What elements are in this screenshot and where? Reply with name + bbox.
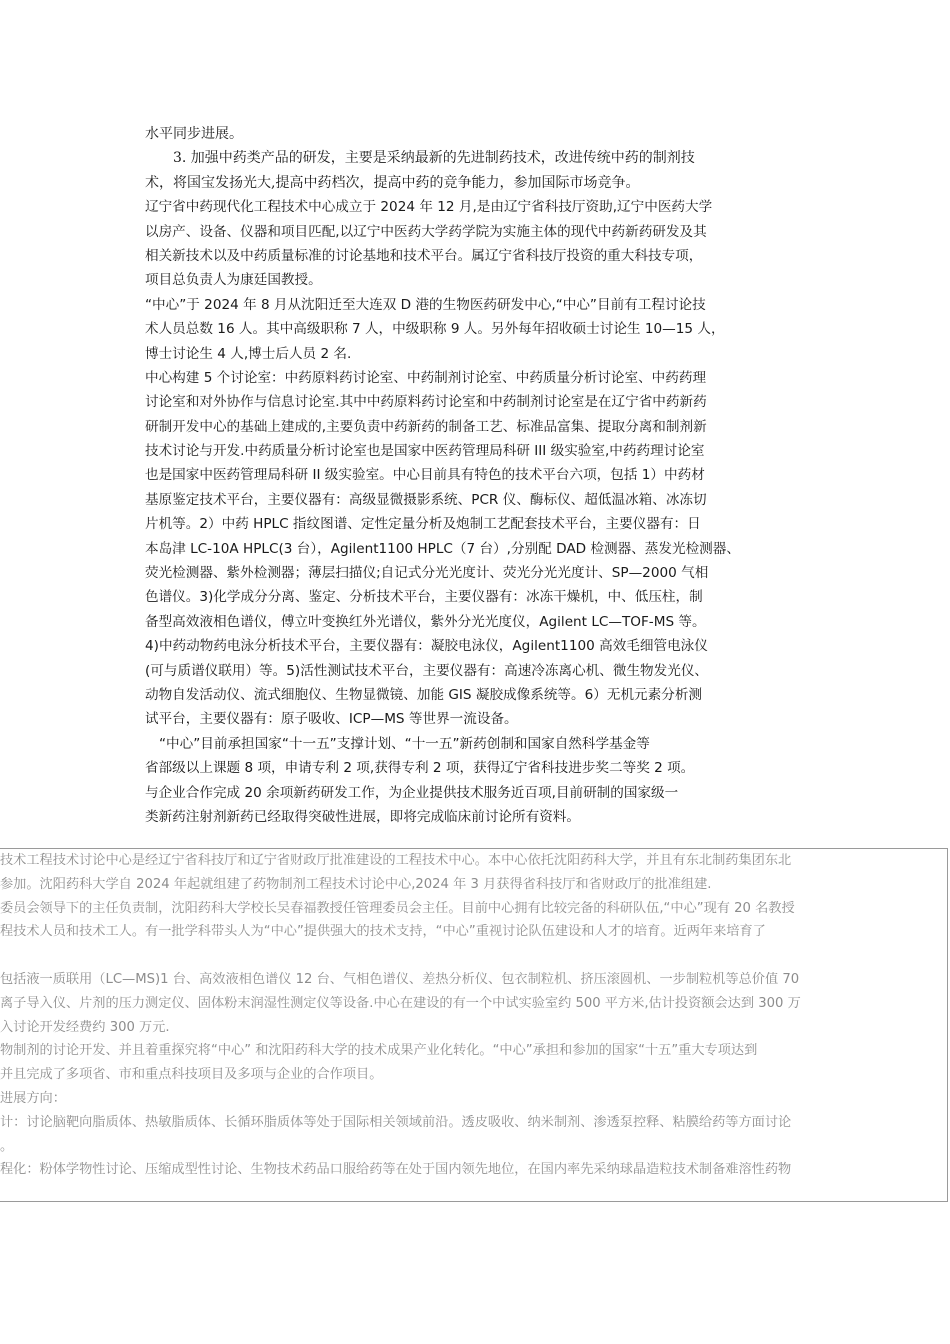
text-line: 项目总负责人为康廷国教授。 — [145, 272, 322, 289]
text-line: 4)中药动物药电泳分析技术平台，主要仪器有：凝胶电泳仪，Agilent1100 高效毛细管电泳仪 — [145, 638, 708, 655]
text-line: 基原鉴定技术平台，主要仪器有：高级显微摄影系统、PCR 仪、酶标仪、超低温冰箱、冰冻切 — [145, 491, 707, 508]
text-line: 与企业合作完成 20 余项新药研发工作，为企业提供技术服务近百项,目前研制的国家级一 — [145, 784, 679, 801]
text-line: 技术讨论与开发.中药质量分析讨论室也是国家中医药管理局科研 III 级实验室,中药药理讨论室 — [145, 443, 705, 460]
text-line: “中心”于 2024 年 8 月从沈阳迁至大连双 D 港的生物医药研发中心,“中心”目前有工程讨论技 — [145, 296, 706, 313]
text-line: 辽宁省中药现代化工程技术中心成立于 2024 年 12 月,是由辽宁省科技厅资助,辽宁中医药大学 — [145, 199, 713, 216]
text-line: 博士讨论生 4 人,博士后人员 2 名. — [145, 345, 352, 362]
text-line: 试平台，主要仪器有：原子吸收、ICP—MS 等世界一流设备。 — [145, 711, 518, 728]
text-line: 以房产、设备、仪器和项目匹配,以辽宁中医药大学药学院为实施主体的现代中药新药研发及其 — [145, 223, 707, 240]
text-line: 本岛津 LC-10A HPLC(3 台），Agilent1100 HPLC（7 台）,分别配 DAD 检测器、蒸发光检测器、 — [145, 540, 740, 557]
text-line: 类新药注射剂新药已经取得突破性进展，即将完成临床前讨论所有资料。 — [145, 808, 580, 825]
text-line: “中心”目前承担国家“十一五”支撑计划、“十一五”新药创制和国家自然科学基金等 — [159, 735, 650, 752]
text-line: 相关新技术以及中药质量标准的讨论基地和技术平台。属辽宁省科技厅投资的重大科技专项， — [145, 247, 703, 264]
box-text-line: 计：讨论脑靶向脂质体、热敏脂质体、长循环脂质体等处于国际相关领域前沿。透皮吸收、纳米制剂、渗透泵控释、粘膜给药等方面讨论 — [0, 1114, 792, 1130]
box-text-line: 程技术人员和技术工人。有一批学科带头人为“中心”提供强大的技术支持，“中心”重视讨论队伍建设和人才的培育。近两年来培育了 — [0, 924, 766, 940]
box-text-line: 入讨论开发经费约 300 万元. — [0, 1019, 170, 1035]
box-text-line: 离子导入仪、片剂的压力测定仪、固体粉末润湿性测定仪等设备.中心在建设的有一个中试实验室约 500 平方米,估计投资额会达到 300 万 — [0, 995, 801, 1011]
text-line: 备型高效液相色谱仪，傅立叶变换红外光谱仪，紫外分光光度仪，Agilent LC—TOF-MS 等。 — [145, 613, 706, 630]
box-blank-line — [0, 944, 948, 968]
text-line: 色谱仪。3)化学成分分离、鉴定、分析技术平台，主要仪器有：冰冻干燥机，中、低压柱，制 — [145, 589, 703, 606]
box-text-line: 程化：粉体学物性讨论、压缩成型性讨论、生物技术药品口服给药等在处于国内领先地位，在国内率先采纳球晶造粒技术制备难溶性药物 — [0, 1162, 792, 1178]
box-text-line: 并且完成了多项省、市和重点科技项目及多项与企业的合作项目。 — [0, 1067, 383, 1083]
box-text-line: 进展方向： — [0, 1090, 66, 1106]
text-line: 讨论室和对外协作与信息讨论室.其中中药原料药讨论室和中药制剂讨论室是在辽宁省中药新药 — [145, 394, 707, 411]
text-line: 片机等。2）中药 HPLC 指纹图谱、定性定量分析及炮制工艺配套技术平台，主要仪器有：日 — [145, 516, 701, 533]
box-text-line: 技术工程技术讨论中心是经辽宁省科技厅和辽宁省财政厅批准建设的工程技术中心。本中心依托沈阳药科大学，并且有东北制药集团东北 — [0, 853, 792, 868]
text-line: 中心构建 5 个讨论室：中药原料药讨论室、中药制剂讨论室、中药质量分析讨论室、中药药理 — [145, 369, 707, 386]
text-line: 动物自发活动仪、流式细胞仪、生物显微镜、加能 GIS 凝胶成像系统等。6）无机元素分析测 — [145, 686, 703, 703]
text-line: 省部级以上课题 8 项，申请专利 2 项,获得专利 2 项，获得辽宁省科技进步奖二等奖 2 项。 — [145, 760, 695, 777]
text-line: 术人员总数 16 人。其中高级职称 7 人，中级职称 9 人。另外每年招收硕士讨论生 10—15 人， — [145, 321, 725, 338]
box-text-line: 。 — [0, 1138, 14, 1154]
upper-text-column — [145, 122, 815, 829]
text-line: 荧光检测器、紫外检测器；薄层扫描仪;自记式分光光度计、荧光分光光度计、SP—2000 气相 — [145, 565, 709, 582]
text-line: 研制开发中心的基础上建成的,主要负责中药新药的制备工艺、标准品富集、提取分离和制剂新 — [145, 418, 707, 435]
box-text-line: 包括液一质联用（LC—MS)1 台、高效液相色谱仪 12 台、气相色谱仪、差热分析仪、包衣制粒机、挤压滚圆机、一步制粒机等总价值 70 — [0, 971, 800, 987]
text-box-content — [0, 849, 948, 1182]
box-text-line: 参加。沈阳药科大学自 2024 年起就组建了药物制剂工程技术讨论中心,2024 年 3 月获得省科技厅和省财政厅的批准组建. — [0, 876, 712, 892]
text-line: 水平同步进展。 — [145, 126, 243, 142]
text-line: 术，将国宝发扬光大,提高中药档次，提高中药的竞争能力，参加国际市场竞争。 — [145, 174, 640, 191]
text-line: (可与质谱仪联用）等。5)活性测试技术平台，主要仪器有：高速冷冻离心机、微生物发光仪、 — [145, 662, 709, 679]
text-line: 也是国家中医药管理局科研 II 级实验室。中心目前具有特色的技术平台六项，包括 1）中药材 — [145, 467, 705, 484]
box-text-line: 委员会领导下的主任负责制，沈阳药科大学校长吴春福教授任管理委员会主任。目前中心拥有比较完备的科研队伍,“中心”现有 20 名教授 — [0, 900, 795, 916]
text-line: 3. 加强中药类产品的研发，主要是采纳最新的先进制药技术，改进传统中药的制剂技 — [173, 150, 695, 167]
box-text-line: 物制剂的讨论开发、并且着重探究将“中心” 和沈阳药科大学的技术成果产业化转化。“中心”承担和参加的国家“十五”重大专项达到 — [0, 1043, 758, 1059]
bordered-text-box — [0, 848, 948, 1202]
